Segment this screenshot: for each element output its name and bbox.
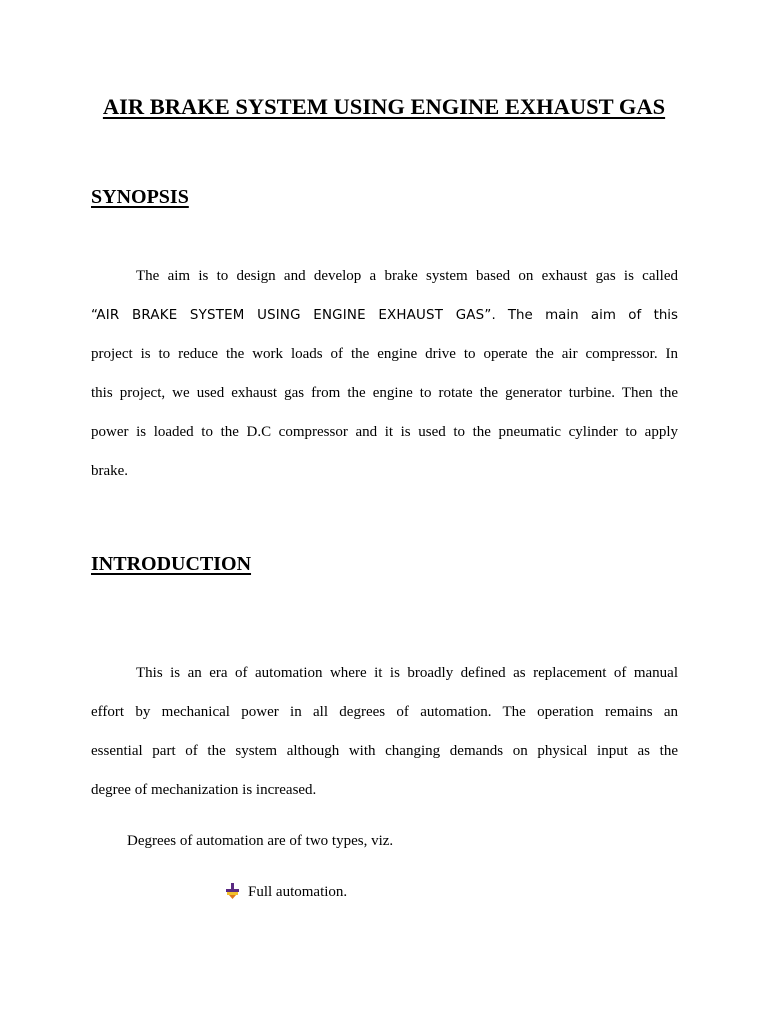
bullet-item (226, 882, 347, 902)
introduction-line: effort by mechanical power in all degrees of automation. The operation remains an (91, 704, 678, 720)
introduction-paragraph (91, 654, 678, 810)
synopsis-line: power is loaded to the D.C compressor and it is used to the pneumatic cylinder to apply (91, 424, 678, 440)
document-title: AIR BRAKE SYSTEM USING ENGINE EXHAUST GAS (102, 94, 666, 119)
synopsis-line (91, 296, 678, 335)
synopsis-line: project is to reduce the work loads of the engine drive to operate the air compressor. In (91, 346, 678, 362)
quoted-title: “AIR BRAKE SYSTEM USING ENGINE EXHAUST GAS”. (91, 308, 496, 323)
bullet-text: Full automation. (248, 884, 348, 900)
introduction-line: degree of mechanization is increased. (91, 782, 317, 798)
synopsis-line (91, 257, 678, 296)
introduction-heading: INTRODUCTION (91, 553, 252, 575)
introduction-line: essential part of the system although with changing demands on physical input as the (91, 743, 678, 759)
synopsis-paragraph (91, 257, 678, 491)
synopsis-text: The aim is to design and develop a brake system based on exhaust gas is called (136, 268, 678, 284)
introduction-text: This is an era of automation where it is broadly defined as replacement of manual (136, 665, 678, 681)
plus-arrow-bullet-icon (226, 883, 240, 899)
synopsis-line: brake. (91, 463, 129, 479)
synopsis-heading: SYNOPSIS (91, 186, 189, 208)
introduction-line (91, 654, 678, 693)
automation-types-text: Degrees of automation are of two types, viz. (127, 833, 394, 849)
synopsis-text: The main aim of this (507, 308, 679, 323)
synopsis-line: this project, we used exhaust gas from the engine to rotate the generator turbine. Then the (91, 385, 678, 401)
